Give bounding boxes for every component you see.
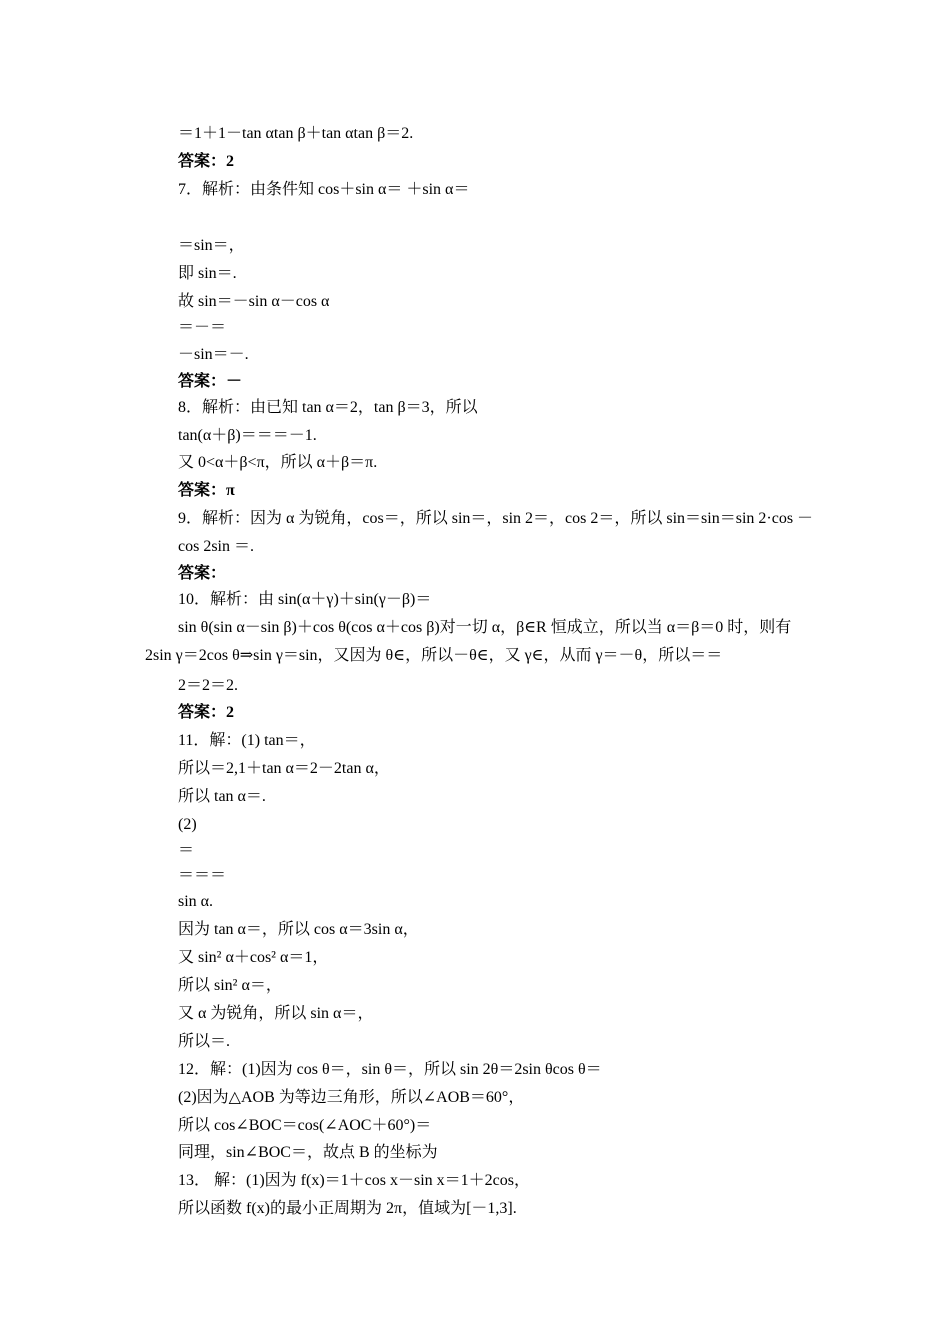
answer-line: 答案：	[178, 565, 227, 582]
text-line: ＝－＝	[178, 319, 227, 336]
text-line: ＝1＋1－tan αtan β＋tan αtan β＝2.	[178, 125, 414, 142]
answer-line: 答案：－	[178, 373, 243, 390]
text-line: (2)	[178, 816, 197, 833]
text-line: 即 sin＝.	[178, 265, 237, 282]
problem-heading: 12．解：(1)因为 cos θ＝，sin θ＝，所以 sin 2θ＝2sin θcos θ＝	[178, 1061, 602, 1078]
text-line: ＝	[178, 842, 195, 859]
problem-heading: 11．解：(1) tan＝，	[178, 732, 316, 749]
problem-heading: 10．解析：由 sin(α＋γ)＋sin(γ－β)＝	[178, 591, 432, 608]
text-line: tan(α＋β)＝＝＝－1.	[178, 427, 317, 444]
text-line: 2＝2＝2.	[178, 677, 239, 694]
text-line: 又 0<α＋β<π，所以 α＋β＝π.	[178, 454, 378, 471]
text-line: 同理，sin∠BOC＝，故点 B 的坐标为	[178, 1144, 438, 1161]
text-line: sin θ(sin α－sin β)＋cos θ(cos α＋cos β)对一切 α，β∈R 恒成立，所以当 α＝β＝0 时，则有	[178, 619, 792, 636]
problem-heading: 9．解析：因为 α 为锐角，cos＝，所以 sin＝，sin 2＝，cos 2＝，所以 sin＝sin＝sin 2·cos －	[178, 510, 814, 527]
text-line: 所以＝.	[178, 1033, 231, 1050]
text-line: ＝sin＝，	[178, 237, 245, 254]
text-line: 所以 sin² α＝，	[178, 977, 282, 994]
problem-heading: 8．解析：由已知 tan α＝2，tan β＝3，所以	[178, 399, 478, 416]
answer-line: 答案：2	[178, 153, 235, 170]
problem-heading: 7．解析：由条件知 cos＋sin α＝ ＋sin α＝	[178, 181, 470, 198]
answer-line: 答案：π	[178, 482, 235, 499]
text-line: ＝＝＝	[178, 867, 227, 884]
text-line: －sin＝－.	[178, 346, 249, 363]
text-line: 因为 tan α＝，所以 cos α＝3sin α，	[178, 921, 419, 938]
text-line: 所以 tan α＝.	[178, 788, 266, 805]
text-line: (2)因为△AOB 为等边三角形，所以∠AOB＝60°，	[178, 1089, 525, 1106]
text-line: sin α.	[178, 893, 214, 910]
text-line: 又 sin² α＋cos² α＝1，	[178, 949, 329, 966]
text-line: 所以 cos∠BOC＝cos(∠AOC＋60°)＝	[178, 1117, 432, 1134]
text-line: 又 α 为锐角，所以 sin α＝，	[178, 1005, 374, 1022]
text-line: 2sin γ＝2cos θ⇒sin γ＝sin，又因为 θ∈，所以－θ∈，又 γ∈，从而 γ＝－θ，所以＝＝	[145, 647, 723, 664]
text-line: 所以＝2,1＋tan α＝2－2tan α，	[178, 760, 390, 777]
text-line: 所以函数 f(x)的最小正周期为 2π，值域为[－1,3].	[178, 1200, 517, 1217]
text-line: cos 2sin ＝.	[178, 538, 255, 555]
answer-line: 答案：2	[178, 704, 235, 721]
problem-heading: 13． 解：(1)因为 f(x)＝1＋cos x－sin x＝1＋2cos，	[178, 1172, 530, 1189]
text-line: 故 sin＝－sin α－cos α	[178, 293, 330, 310]
